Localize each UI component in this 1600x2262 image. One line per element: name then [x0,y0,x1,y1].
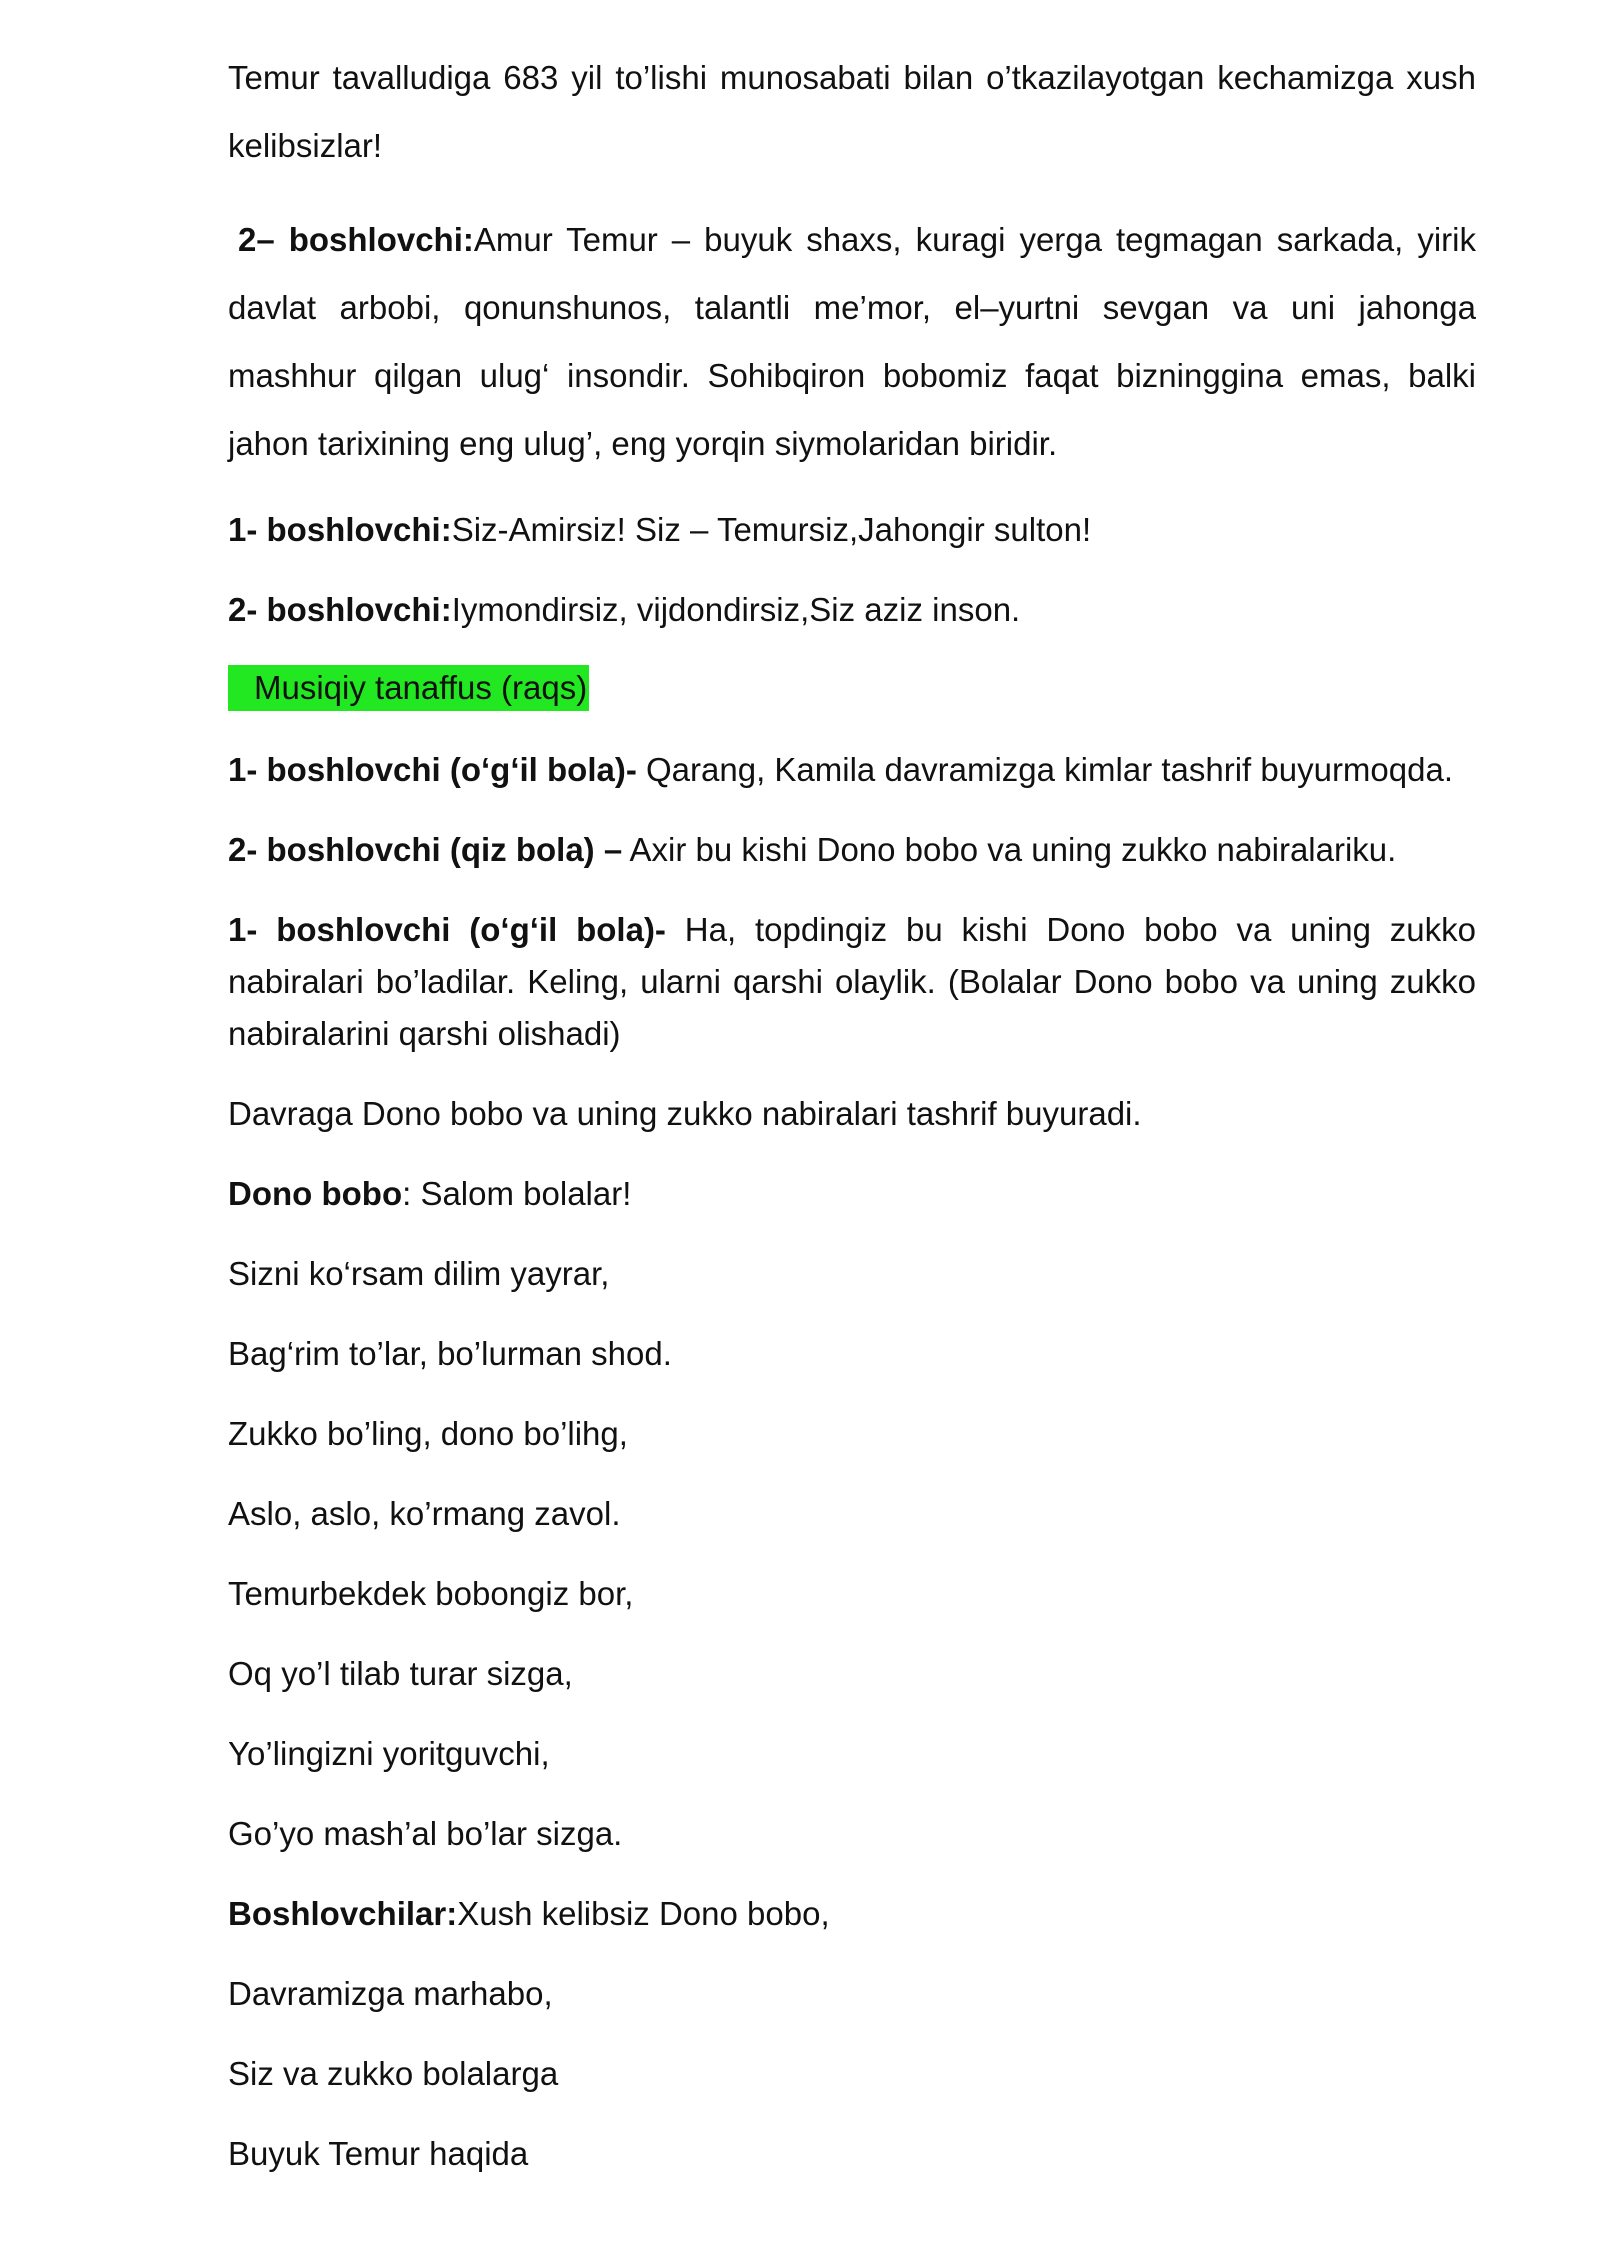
poem-line: Aslo, aslo, ko’rmang zavol. [228,1495,621,1532]
paragraph-text: Iymondirsiz, vijdondirsiz,Siz aziz inson. [451,591,1021,628]
poem-line: Go’yo mash’al bo’lar sizga. [228,1815,623,1852]
poem-dono-bobo [228,1248,1476,1860]
speaker-label: Dono bobo [228,1175,403,1212]
speaker-label: 2- boshlovchi (qiz bola) – [228,831,623,868]
paragraph-text: Xush kelibsiz Dono bobo, [457,1895,830,1932]
poem-line: Oq yo’l tilab turar sizga, [228,1655,573,1692]
paragraph-text: Temur tavalludiga 683 yil to’lishi munosabati bilan o’tkazilayotgan kechamizga xush kelibsizlar! [228,59,1476,164]
speaker-label: 2– boshlovchi: [238,221,474,258]
poem-line: Siz va zukko bolalarga [228,2055,559,2092]
paragraph-text: Axir bu kishi Dono bobo va uning zukko nabiralariku. [622,831,1397,868]
document-body [228,44,1476,2208]
paragraph-host1-boy-2 [228,904,1476,1060]
paragraph-text: Amur Temur – buyuk shaxs, kuragi yerga tegmagan sarkada, yirik davlat arbobi, qonunshunos, talantli me’mor, el–yurtni sevgan va uni jahonga mashhur qilgan ulug‘ insondir. Sohibqiron bobomiz faqat bizninggina emas, balki jahon tarixining eng ulug’, eng yorqin siymolaridan biridir. [228,221,1476,462]
music-break-highlight: Musiqiy tanaffus (raqs) [228,665,589,711]
speaker-label: 1- boshlovchi (o‘g‘il bola)- [228,911,666,948]
paragraph-welcome [228,44,1476,180]
paragraph-dono-greeting [228,1168,1476,1220]
speaker-label: Boshlovchilar: [228,1895,458,1932]
poem-line: Bag‘rim to’lar, bo’lurman shod. [228,1335,672,1372]
poem-hosts [228,1968,1476,2180]
speaker-label: 1- boshlovchi: [228,511,452,548]
poem-line: Zukko bo’ling, dono bo’lihg, [228,1415,628,1452]
poem-line: Sizni ko‘rsam dilim yayrar, [228,1255,610,1292]
speaker-label: 2- boshlovchi: [228,591,452,628]
speaker-label: 1- boshlovchi (o‘g‘il bola)- [228,751,637,788]
paragraph-host2-line [228,584,1476,636]
paragraph-host2-girl [228,824,1476,876]
paragraph-text: Ha, topdingiz bu kishi Dono bobo va uning zukko nabiralari bo’ladilar. Keling, ularni qarshi olaylik. (Bolalar Dono bobo va uning zukko nabiralarini qarshi olishadi) [228,911,1476,1052]
paragraph-dono-arrives [228,1088,1476,1140]
paragraph-text: Davraga Dono bobo va uning zukko nabiralari tashrif buyuradi. [228,1095,1142,1132]
poem-line: Davramizga marhabo, [228,1975,553,2012]
paragraph-hosts-welcome [228,1888,1476,1940]
paragraph-host2-intro [228,206,1476,478]
paragraph-text: Qarang, Kamila davramizga kimlar tashrif buyurmoqda. [636,751,1453,788]
paragraph-text: Siz-Amirsiz! Siz – Temursiz,Jahongir sulton! [451,511,1092,548]
poem-line: Temurbekdek bobongiz bor, [228,1575,634,1612]
paragraph-host1-boy [228,744,1476,796]
paragraph-host1-line [228,504,1476,556]
poem-line: Buyuk Temur haqida [228,2135,529,2172]
poem-line: Yo’lingizni yoritguvchi, [228,1735,550,1772]
music-break [228,662,1476,714]
paragraph-text: : Salom bolalar! [402,1175,632,1212]
